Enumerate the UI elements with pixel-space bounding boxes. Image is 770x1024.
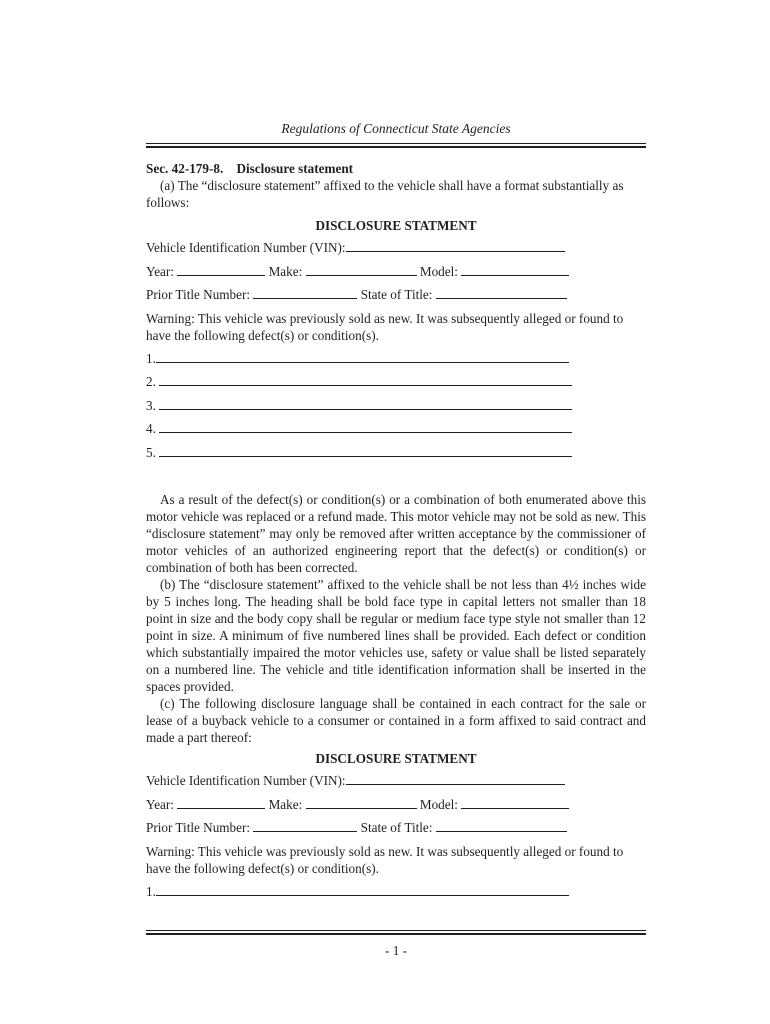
form1-vin-label: Vehicle Identification Number (VIN): [146, 240, 346, 255]
form2-year-label: Year: [146, 796, 174, 812]
footer-rule-thick [146, 933, 646, 935]
form1-year-label: Year: [146, 263, 174, 279]
form2-model-label: Model: [419, 796, 458, 812]
paragraph-a: (a) The “disclosure statement” affixed to the vehicle shall have a format substantially as follows: [146, 178, 624, 210]
form1-state-title-blank [436, 286, 567, 299]
footer-rule-thin [146, 930, 646, 931]
document-body [146, 160, 646, 906]
form1-year-blank [177, 263, 265, 276]
form1-heading: DISCLOSURE STATMENT [315, 218, 477, 233]
form1-defect-line: 1. [146, 350, 646, 367]
paragraph-result: As a result of the defect(s) or condition(s) or a combination of both enumerated above this motor vehicle was replaced or a refund made. This motor vehicle may not be sold as new. This “disclosure statement” may only be removed after written acceptance by the commissioner of motor vehicles of an authorized engineering report that the defect(s) or condition(s) or combination of both has been corrected. [146, 492, 646, 575]
form2-prior-title-label: Prior Title Number: [146, 820, 251, 835]
header-rule-thick [146, 146, 646, 148]
form1-defect-line: 4. [146, 420, 646, 437]
form2-heading: DISCLOSURE STATMENT [315, 751, 477, 766]
form1-prior-title-blank [253, 286, 357, 299]
paragraph-b: (b) The “disclosure statement” affixed to the vehicle shall be not less than 4½ inches wide by 5 inches long. The heading shall be bold face type in capital letters not smaller than 18 point in size and the body copy shall be regular or medium face type style not smaller than 12 point in size. A minimum of five numbered lines shall be provided. Each defect or condition which substantially impaired the motor vehicles use, safety or value shall be listed separately on a numbered line. The vehicle and title identification information shall be inserted in the spaces provided. [146, 577, 646, 694]
section-number: Sec. 42-179-8. [146, 161, 224, 176]
section-title: Disclosure statement [236, 161, 354, 176]
form2-warning: Warning: This vehicle was previously sold as new. It was subsequently alleged or found to have the following defect(s) or condition(s). [146, 843, 624, 876]
form2-model-blank [461, 796, 569, 809]
form1-defect-line: 2. [146, 373, 646, 390]
form2-vin-line [146, 772, 646, 789]
page-number: - 1 - [385, 943, 407, 958]
paragraph-c: (c) The following disclosure language shall be contained in each contract for the sale or lease of a buyback vehicle to a consumer or contained in a form affixed to said contract and made a part thereof: [146, 696, 646, 745]
form1-state-title-label: State of Title: [360, 287, 433, 302]
header-rule-thin [146, 143, 646, 144]
form1-defect-line: 5. [146, 444, 646, 461]
form2-prior-title-blank [253, 819, 357, 832]
form1-year-line [146, 263, 646, 280]
running-header: Regulations of Connecticut State Agencies [281, 121, 511, 136]
form1-make-blank [306, 263, 417, 276]
form2-vin-blank [346, 772, 565, 785]
form2-year-line [146, 796, 646, 813]
form2-state-title-blank [436, 819, 567, 832]
form2-title-line [146, 819, 646, 836]
form2-make-label: Make: [268, 796, 303, 812]
form2-make-blank [306, 796, 417, 809]
form1-model-label: Model: [419, 263, 458, 279]
form1-vin-line [146, 239, 646, 256]
form1-title-line [146, 286, 646, 303]
form1-warning: Warning: This vehicle was previously sold as new. It was subsequently alleged or found to have the following defect(s) or condition(s). [146, 310, 624, 343]
form2-year-blank [177, 796, 265, 809]
form1-defect-line: 3. [146, 397, 646, 414]
form1-vin-blank [346, 239, 565, 252]
form2-defect-line: 1. [146, 883, 646, 900]
form1-model-blank [461, 263, 569, 276]
section-heading [146, 160, 646, 177]
form2-state-title-label: State of Title: [360, 820, 433, 835]
form1-make-label: Make: [268, 263, 303, 279]
form2-vin-label: Vehicle Identification Number (VIN): [146, 773, 346, 788]
form1-prior-title-label: Prior Title Number: [146, 287, 251, 302]
